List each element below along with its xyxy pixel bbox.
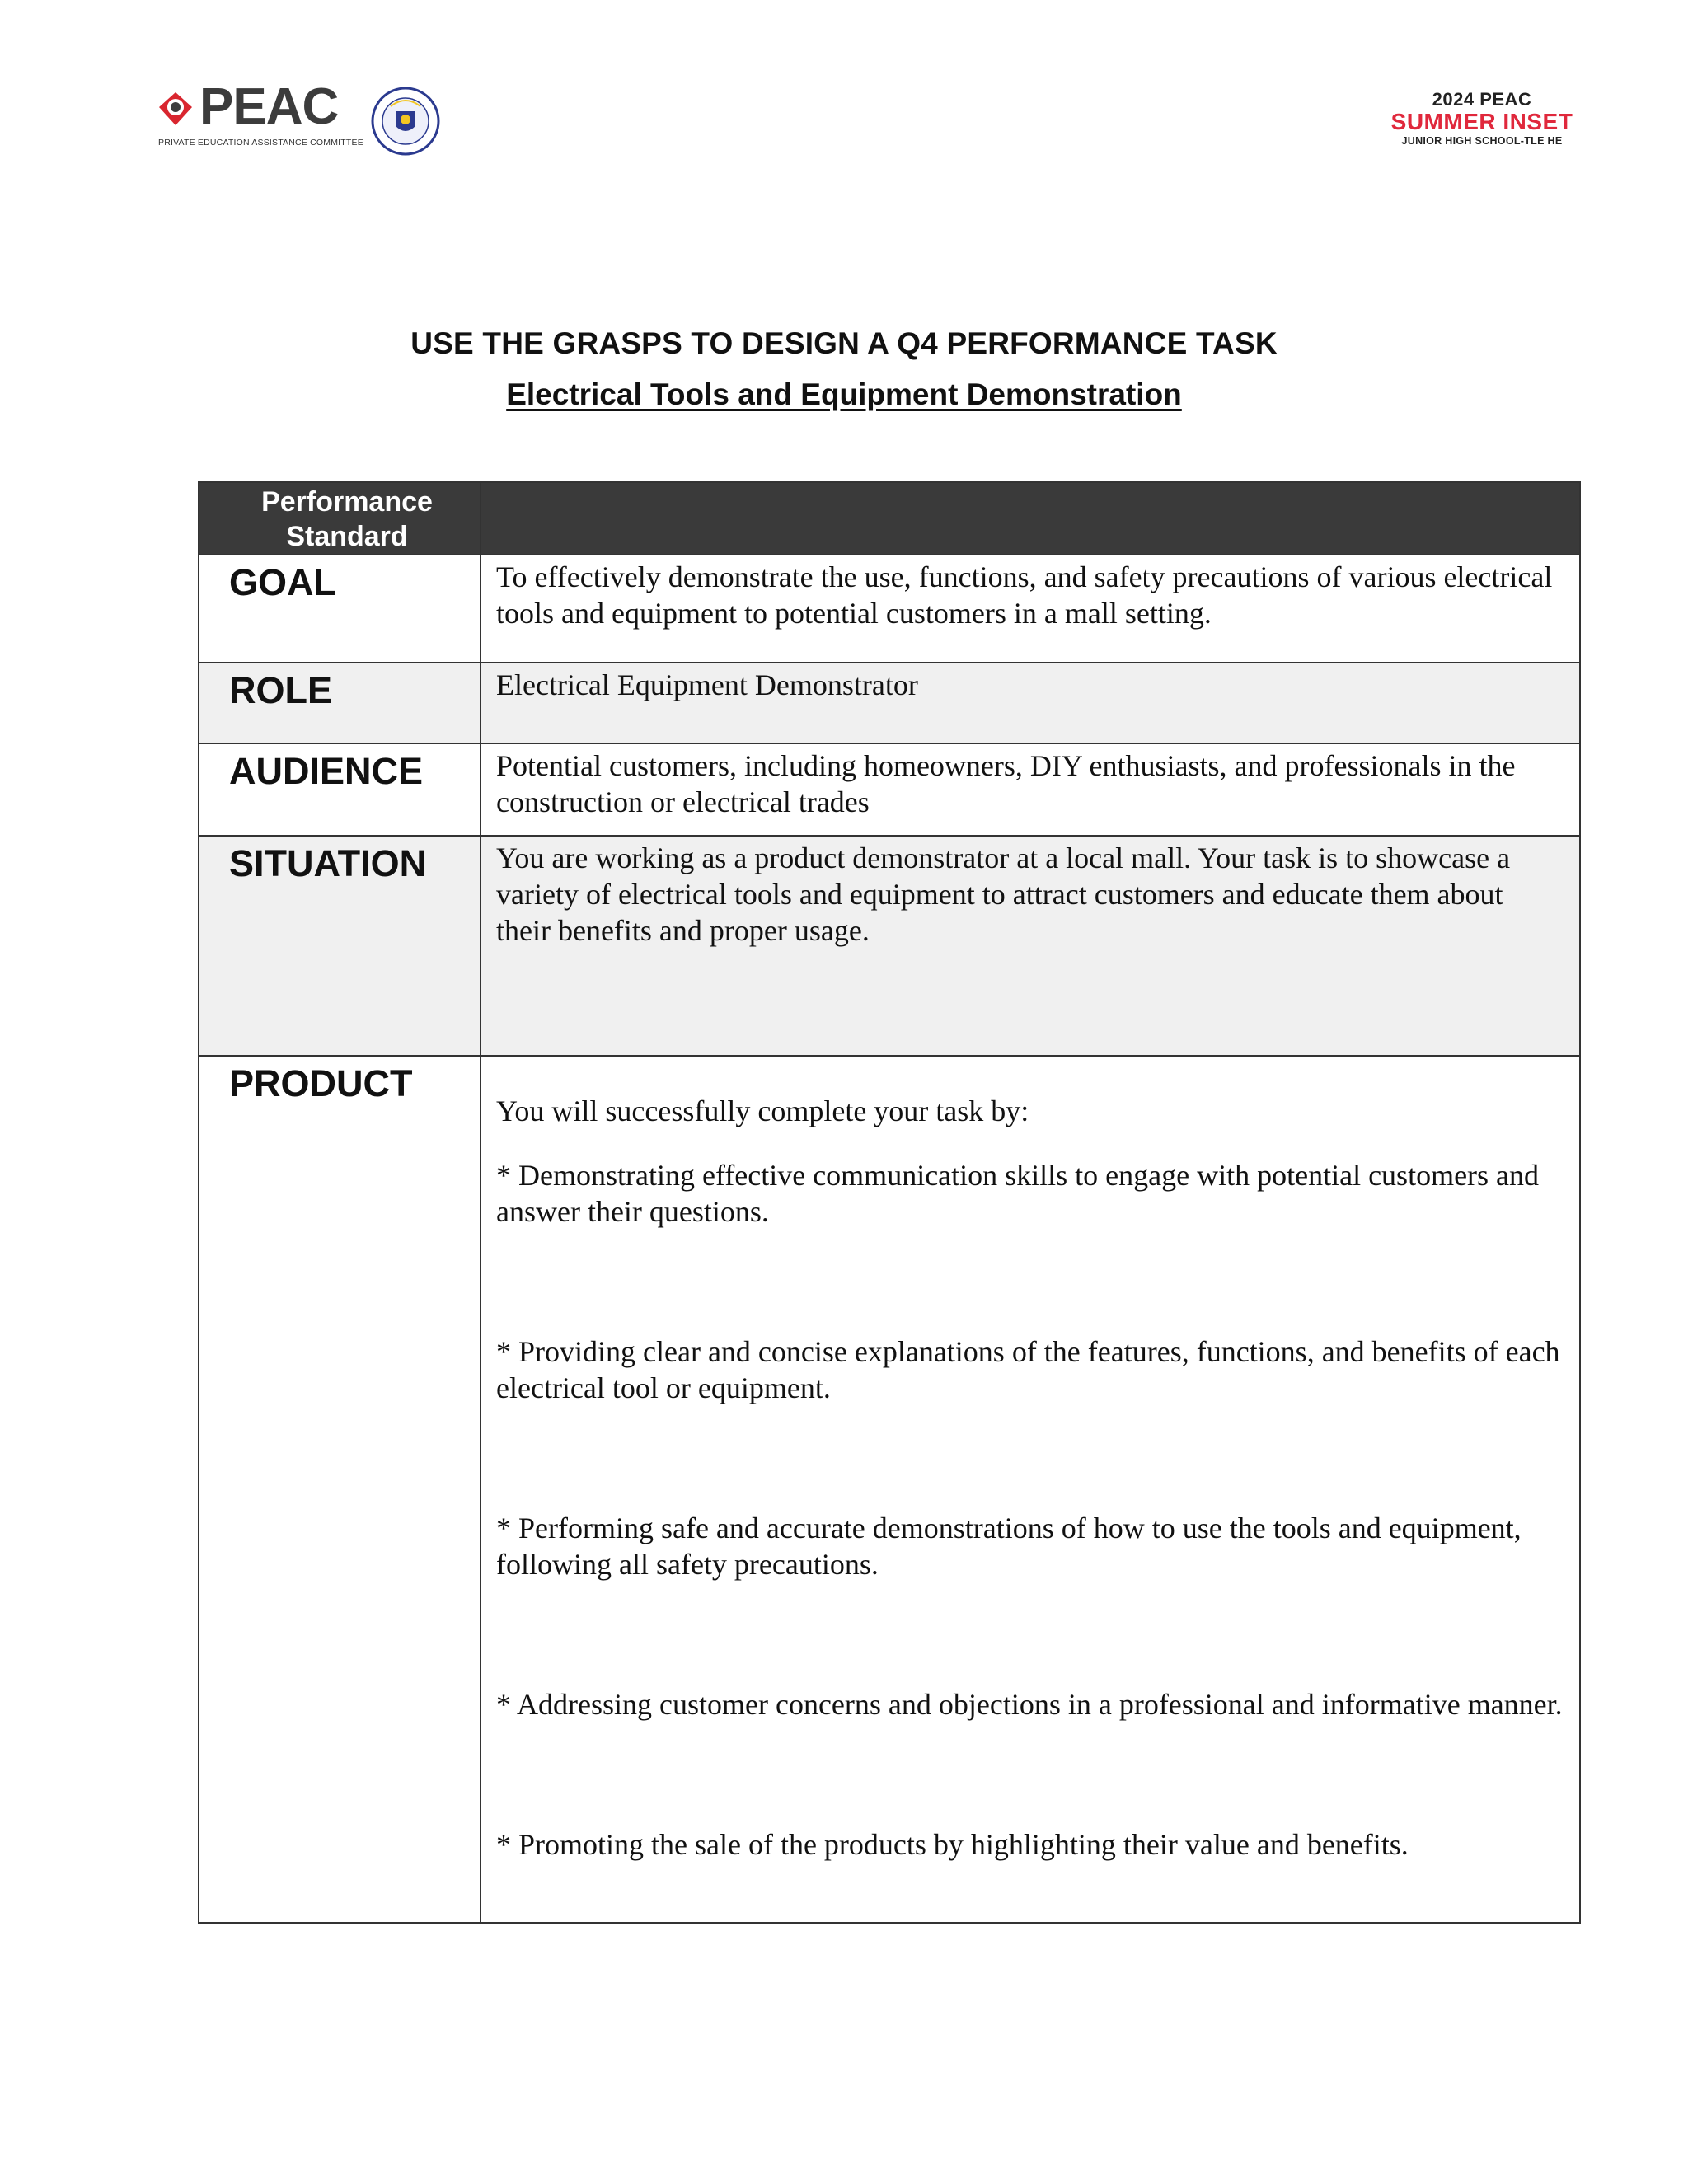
page-title: USE THE GRASPS TO DESIGN A Q4 PERFORMANCE TASK bbox=[410, 326, 1278, 360]
grasps-table bbox=[198, 481, 1581, 1924]
peac-wordmark: PEAC bbox=[199, 78, 339, 135]
product-bullet: * Promoting the sale of the products by highlighting their value and benefits. bbox=[496, 1828, 1409, 1861]
inset-subtitle: JUNIOR HIGH SCHOOL-TLE HE bbox=[1401, 134, 1563, 147]
table-row-goal bbox=[199, 555, 1580, 663]
peac-location-pin-icon bbox=[157, 90, 195, 128]
header-label-cell bbox=[199, 482, 481, 555]
page-subtitle bbox=[0, 377, 1688, 412]
product-label: PRODUCT bbox=[229, 1062, 413, 1104]
product-bullet: * Addressing customer concerns and objections in a professional and informative manner. bbox=[496, 1688, 1563, 1721]
product-bullet: * Demonstrating effective communication skills to engage with potential customers and answer their questions. bbox=[496, 1159, 1540, 1228]
situation-label: SITUATION bbox=[229, 842, 427, 884]
product-bullet: * Performing safe and accurate demonstrations of how to use the tools and equipment, following all safety precautions. bbox=[496, 1511, 1522, 1581]
performance-standard-header: Performance Standard bbox=[261, 486, 433, 552]
table-row-audience bbox=[199, 743, 1580, 836]
role-content: Electrical Equipment Demonstrator bbox=[496, 668, 918, 701]
table-row-role bbox=[199, 663, 1580, 743]
deped-seal-icon bbox=[371, 87, 440, 156]
summer-inset-logo bbox=[1383, 89, 1581, 148]
product-intro: You will successfully complete your task by: bbox=[496, 1094, 1029, 1127]
peac-subtitle: PRIVATE EDUCATION ASSISTANCE COMMITTEE bbox=[158, 138, 363, 148]
inset-year: 2024 PEAC bbox=[1432, 89, 1532, 110]
table-row-situation bbox=[199, 836, 1580, 1056]
goal-content: To effectively demonstrate the use, functions, and safety precautions of various electrical tools and equipment to potential customers in a mall setting. bbox=[496, 560, 1553, 630]
peac-logo bbox=[157, 78, 363, 152]
product-content bbox=[481, 1057, 1579, 1863]
inset-title: SUMMER INSET bbox=[1390, 109, 1573, 135]
product-bullet: * Providing clear and concise explanations of the features, functions, and benefits of each electrical tool or equipment. bbox=[496, 1335, 1560, 1404]
header-content-cell bbox=[481, 482, 1580, 555]
table-header-row bbox=[199, 482, 1580, 555]
situation-content: You are working as a product demonstrator at a local mall. Your task is to showcase a variety of electrical tools and equipment to attract customers and educate them about their benefits and proper usage. bbox=[496, 841, 1511, 947]
audience-label: AUDIENCE bbox=[229, 750, 424, 792]
audience-content: Potential customers, including homeowners, DIY enthusiasts, and professionals in the construction or electrical trades bbox=[496, 749, 1516, 818]
role-label: ROLE bbox=[229, 669, 333, 711]
table-row-product bbox=[199, 1056, 1580, 1923]
page-subtitle-text: Electrical Tools and Equipment Demonstration bbox=[506, 377, 1182, 411]
goal-label: GOAL bbox=[229, 561, 336, 603]
